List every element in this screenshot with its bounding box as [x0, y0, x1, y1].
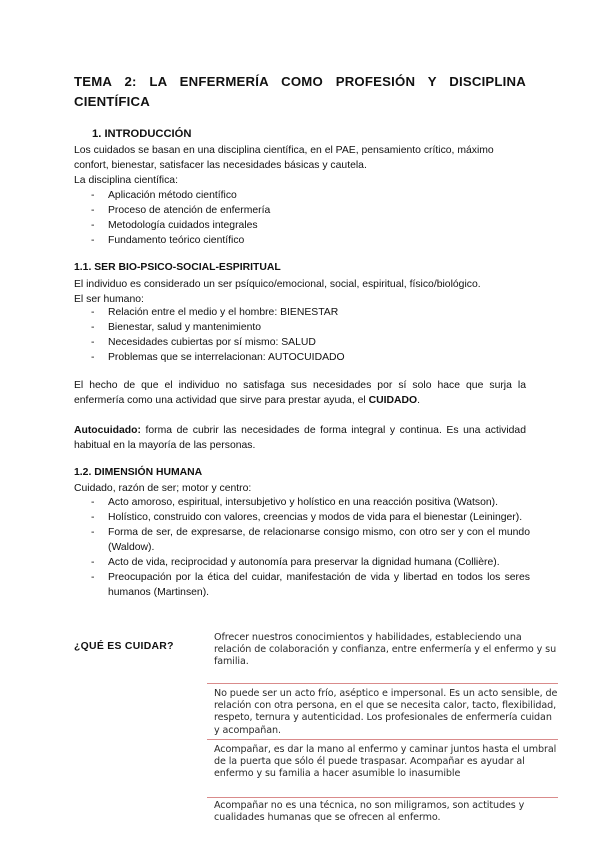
intro-list-label: La disciplina científica: [74, 175, 178, 186]
document-title: TEMA 2: LA ENFERMERÍA COMO PROFESIÓN Y DISCIPLINA CIENTÍFICA [74, 74, 526, 109]
list-item: - Forma de ser, de expresarse, de relacionarse consigo mismo, con otro ser y con el mundo (Waldow). [74, 525, 530, 555]
list-item: - Problemas que se interrelacionan: AUTOCUIDADO [74, 350, 530, 365]
dimension-list [74, 495, 530, 600]
dimension-intro: Cuidado, razón de ser; motor y centro: [74, 483, 252, 494]
handwritten-note-3: Acompañar, es dar la mano al enfermo y caminar juntos hasta el umbral de la puerta que sólo él puede traspasar. Acompañar es ayudar al enfermo y su familia a hacer asumible lo inasumible [214, 744, 557, 780]
list-item: - Aplicación método científico [74, 188, 530, 203]
ser-list [74, 305, 530, 365]
list-item: - Fundamento teórico científico [74, 233, 530, 248]
list-item: - Holístico, construido con valores, creencias y modos de vida para el bienestar (Leininger). [74, 510, 530, 525]
intro-paragraph: Los cuidados se basan en una disciplina científica, en el PAE, pensamiento crítico, máximo confort, bienestar, satisfacer las necesidades básicas y cautela. [74, 145, 494, 171]
cuidado-paragraph [74, 378, 526, 408]
ser-list-label: El ser humano: [74, 294, 144, 305]
autocuidado-paragraph [74, 423, 526, 453]
handwritten-note-1: Ofrecer nuestros conocimientos y habilidades, estableciendo una relación de colaboración y confianza, entre enfermería y el enfermo y su familia. [214, 632, 557, 668]
note-divider [207, 739, 558, 740]
section-heading-ser-bio-psico-social: 1.1. SER BIO-PSICO-SOCIAL-ESPIRITUAL [74, 262, 281, 273]
cuidado-keyword: CUIDADO [368, 395, 418, 406]
list-item: - Acto de vida, reciprocidad y autonomía para preservar la dignidad humana (Collière). [74, 555, 530, 570]
note-divider [207, 683, 558, 684]
list-item: - Preocupación por la ética del cuidar, manifestación de vida y libertad en todos los seres humanos (Martinsen). [74, 570, 530, 600]
handwritten-note-4: Acompañar no es una técnica, no son miligramos, son actitudes y cualidades humanas que se ofrecen al enfermo. [214, 800, 525, 824]
ser-paragraph: El individuo es considerado un ser psíquico/emocional, social, espiritual, físico/biológico. [74, 279, 481, 290]
que-es-cuidar-label: ¿QUÉ ES CUIDAR? [74, 641, 174, 652]
list-item: - Relación entre el medio y el hombre: BIENESTAR [74, 305, 530, 320]
cuidado-paragraph-text: El hecho de que el individuo no satisfaga sus necesidades por sí solo hace que surja la enfermería como una actividad que sirve para prestar ayuda, el [74, 380, 526, 406]
note-divider [207, 797, 558, 798]
list-item: - Metodología cuidados integrales [74, 218, 530, 233]
list-item: - Acto amoroso, espiritual, intersubjetivo y holístico en una reacción positiva (Watson). [74, 495, 530, 510]
handwritten-note-2: No puede ser un acto frío, aséptico e impersonal. Es un acto sensible, de relación con otra persona, en el que se necesita calor, tacto, flexibilidad, respeto, ternura y autenticidad. Los profesionales de enfermería cuidan y acompañan. [214, 688, 558, 736]
autocuidado-definition: forma de cubrir las necesidades de forma integral y continua. Es una actividad habitual en la mayoría de las personas. [74, 425, 526, 451]
cuidado-paragraph-end: . [417, 395, 420, 406]
intro-list [74, 188, 530, 248]
section-heading-introduccion: 1. INTRODUCCIÓN [92, 128, 192, 140]
autocuidado-term: Autocuidado: [74, 425, 141, 436]
list-item: - Proceso de atención de enfermería [74, 203, 530, 218]
section-heading-dimension-humana: 1.2. DIMENSIÓN HUMANA [74, 467, 203, 478]
list-item: - Necesidades cubiertas por sí mismo: SALUD [74, 335, 530, 350]
list-item: - Bienestar, salud y mantenimiento [74, 320, 530, 335]
